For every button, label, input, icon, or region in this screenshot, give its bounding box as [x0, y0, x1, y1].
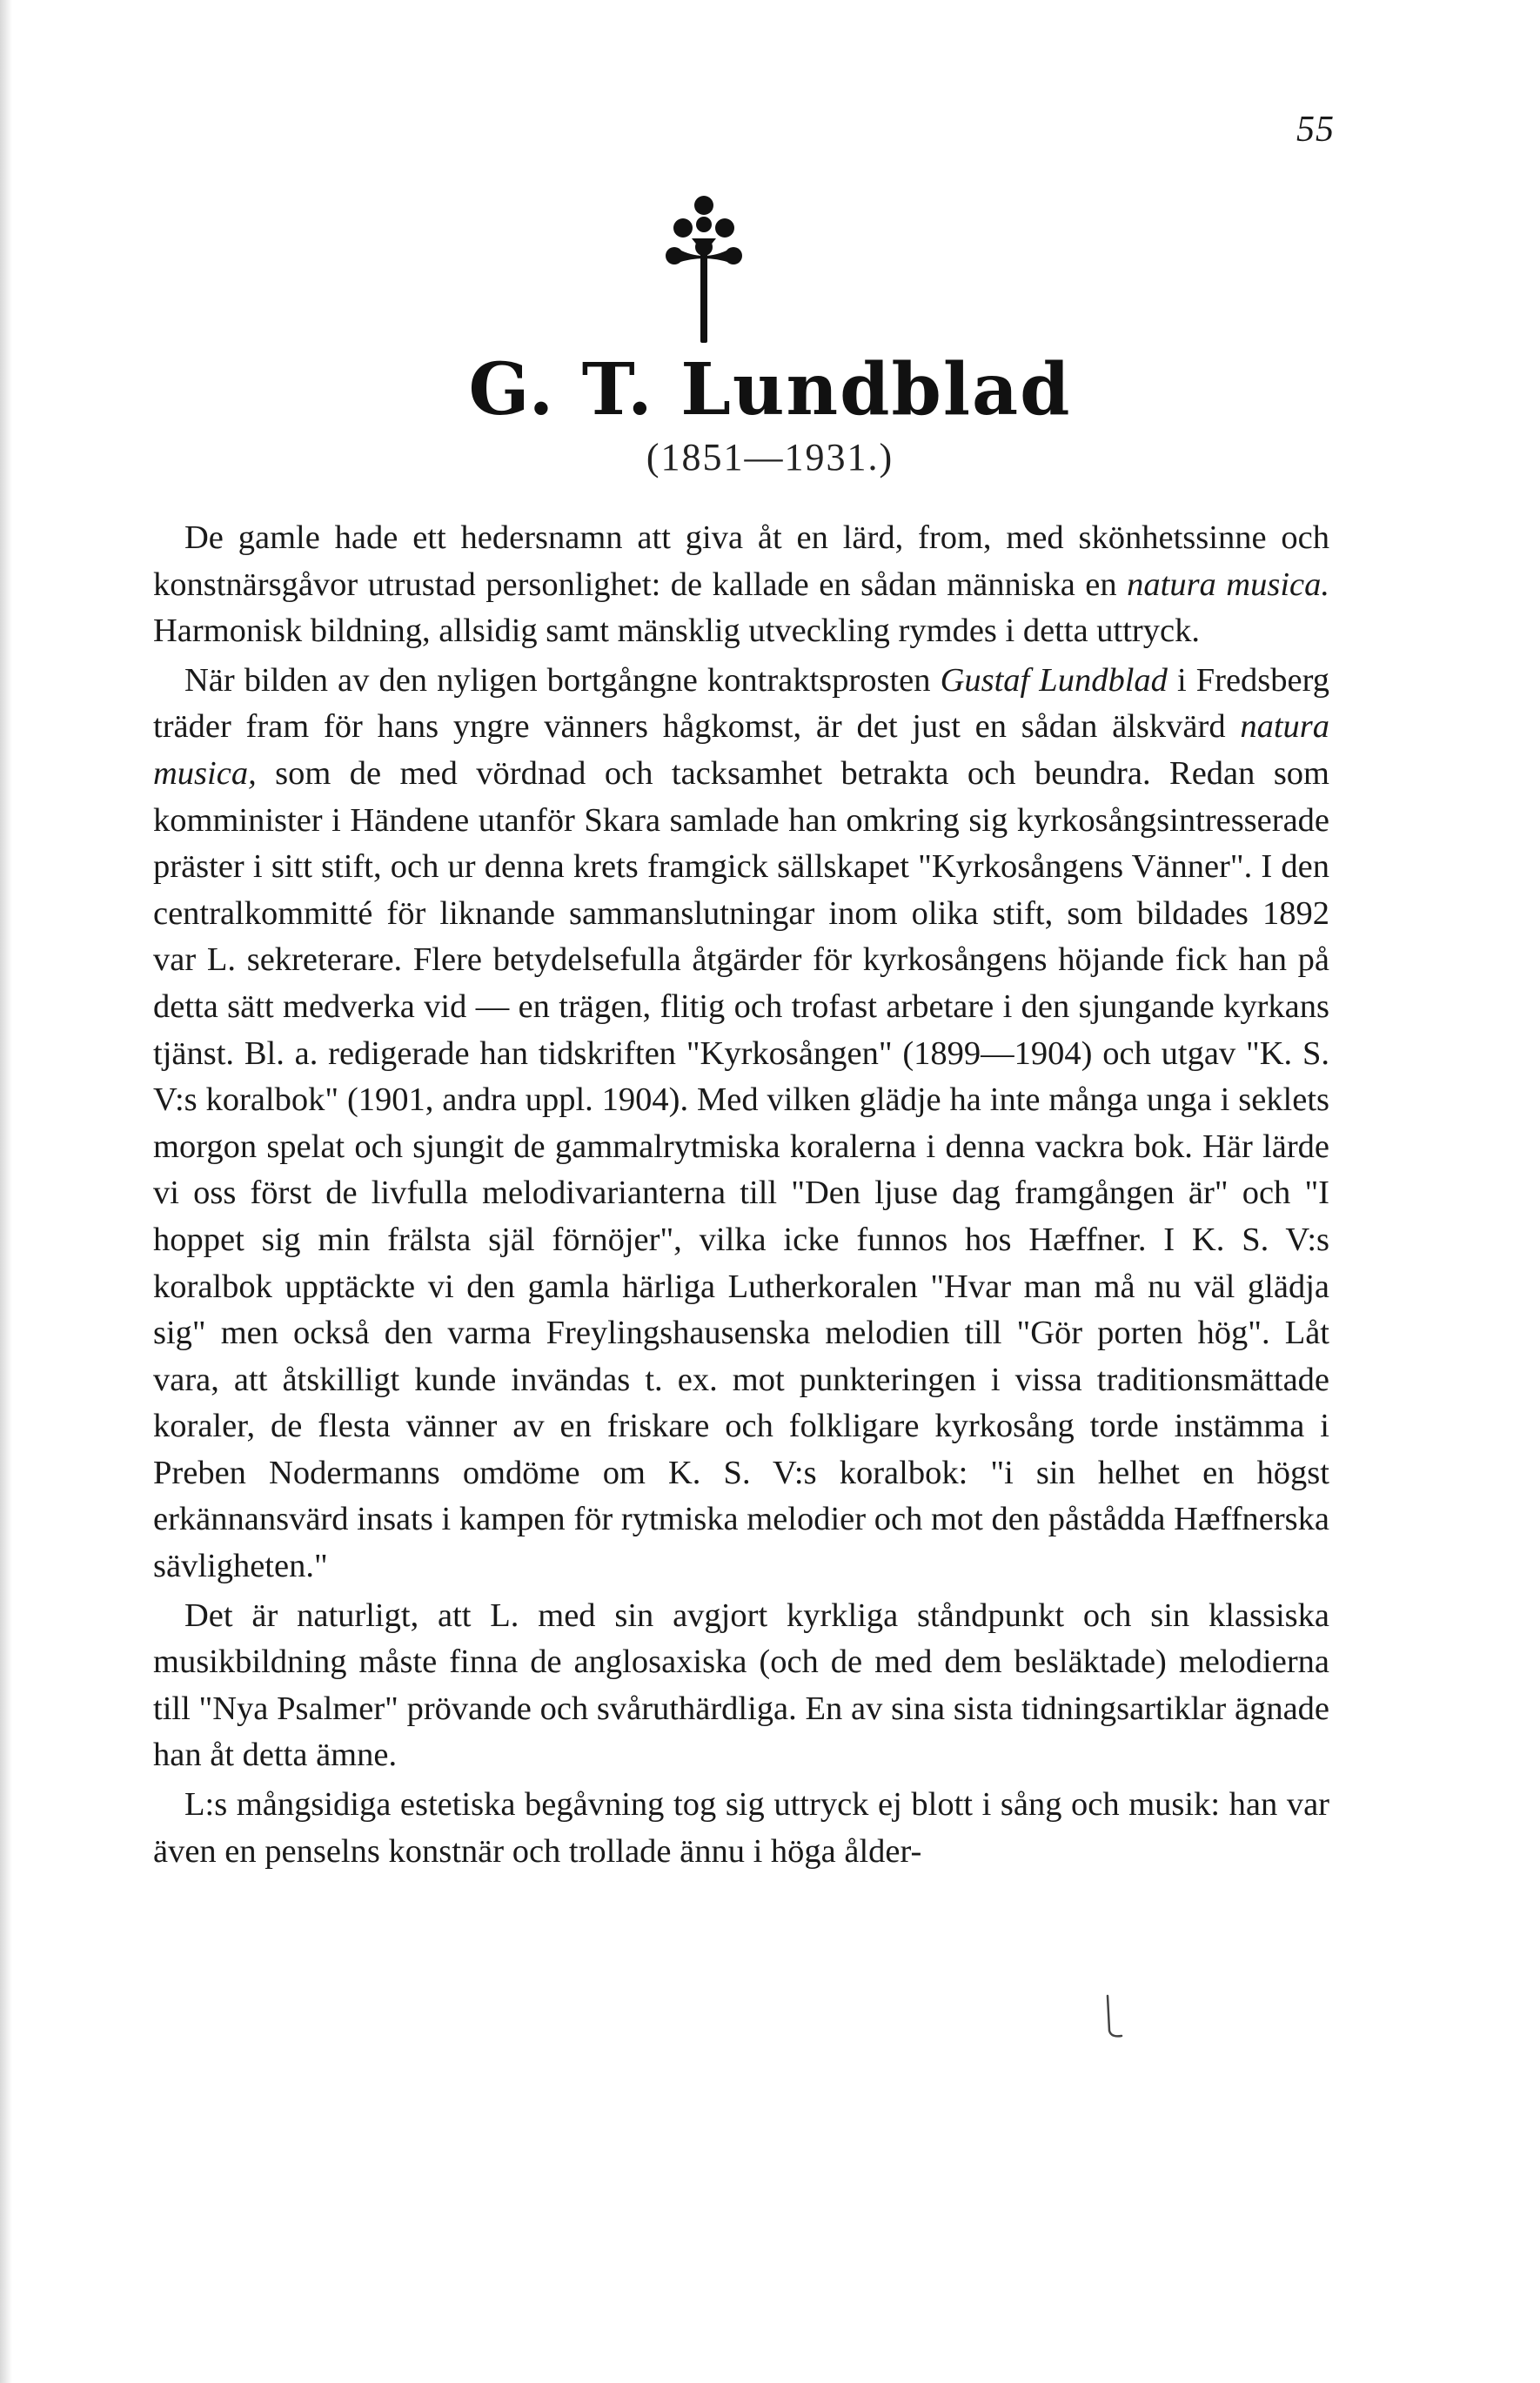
paragraph-1-text-b: Harmonisk bildning, allsidig samt mänsklig utveckling rymdes i detta uttryck.	[153, 612, 1200, 650]
paragraph-2-text-a: När bilden av den nyligen bortgångne kontraktsprosten	[184, 661, 941, 699]
paragraph-1	[153, 515, 1329, 655]
paragraph-4: L:s mångsidiga estetiska begåvning tog sig uttryck ej blott i sång och musik: han var även en penselns konstnär och trollade ännu i höga ålder-	[153, 1786, 1329, 1870]
article-title: G. T. Lundblad	[468, 348, 1072, 432]
page-number: 55	[1296, 110, 1335, 150]
cross-ornament-icon	[666, 193, 742, 345]
paragraph-2-text-b: i Fredsberg träder fram för hans yngre vänners hågkomst, är det just en sådan älskvärd	[153, 661, 1329, 746]
paragraph-1-italic: natura musica.	[1127, 566, 1329, 603]
life-dates: (1851—1931.)	[646, 436, 894, 479]
pencil-mark-icon	[1101, 1992, 1127, 2045]
paragraph-2-italic-phrase: natura musica,	[153, 708, 1329, 792]
paragraph-2-italic-name: Gustaf Lundblad	[940, 661, 1168, 699]
article-body	[153, 515, 1329, 1878]
paragraph-2	[153, 658, 1329, 1590]
paragraph-1-text-a: De gamle hade ett hedersnamn att giva åt en lärd, from, med skönhetssinne och konstnärsgåvor utrustad personlighet: de kallade en sådan människa en	[153, 519, 1329, 603]
paragraph-3: Det är naturligt, att L. med sin avgjort kyrkliga ståndpunkt och sin klassiska musikbildning måste finna de anglosaxiska (och de med dem besläktade) melodierna till "Nya Psalmer" prövande och svåruthärdliga. En av sina sista tidningsartiklar ägnade han åt detta ämne.	[153, 1596, 1329, 1774]
paragraph-2-text-c: som de med vördnad och tacksamhet betrakta och beundra. Redan som komminister i Händene utanför Skara samlade han omkring sig kyrkosångsintresserade präster i sitt stift, och ur denna krets framgick sällskapet "Kyrkosångens Vänner". I den centralkommitté för liknande sammanslutningar inom olika stift, som bildades 1892 var L. sekreterare. Flere betydelsefulla åtgärder för kyrkosångens höjande fick han på detta sätt medverka vid — en trägen, flitig och trofast arbetare i den sjungande kyrkans tjänst. Bl. a. redigerade han tidskriften "Kyrkosången" (1899—1904) och utgav "K. S. V:s koralbok" (1901, andra uppl. 1904). Med vilken glädje ha inte många unga i seklets morgon spelat och sjungit de gammalrytmiska koralerna i denna vackra bok. Här lärde vi oss först de livfulla melodivarianterna till "Den ljuse dag framgången är" och "I hoppet sig min frälsta själ förnöjer", vilka icke funnos hos Hæffner. I K. S. V:s koralbok upptäckte vi den gamla härliga Lutherkoralen "Hvar man må nu väl glädja sig" men också den varma Freylingshausenska melodien till "Gör porten hög". Låt vara, att åtskilligt kunde invändas t. ex. mot punkteringen i vissa traditionsmättade koraler, de flesta vänner av en friskare och folkligare kyrkosång torde instämma i Preben Nodermanns omdöme om K. S. V:s koralbok: "i sin helhet en högst erkännansvärd insats i kampen för rytmiska melodier och mot den påstådda Hæffnerska sävligheten."	[153, 754, 1329, 1585]
